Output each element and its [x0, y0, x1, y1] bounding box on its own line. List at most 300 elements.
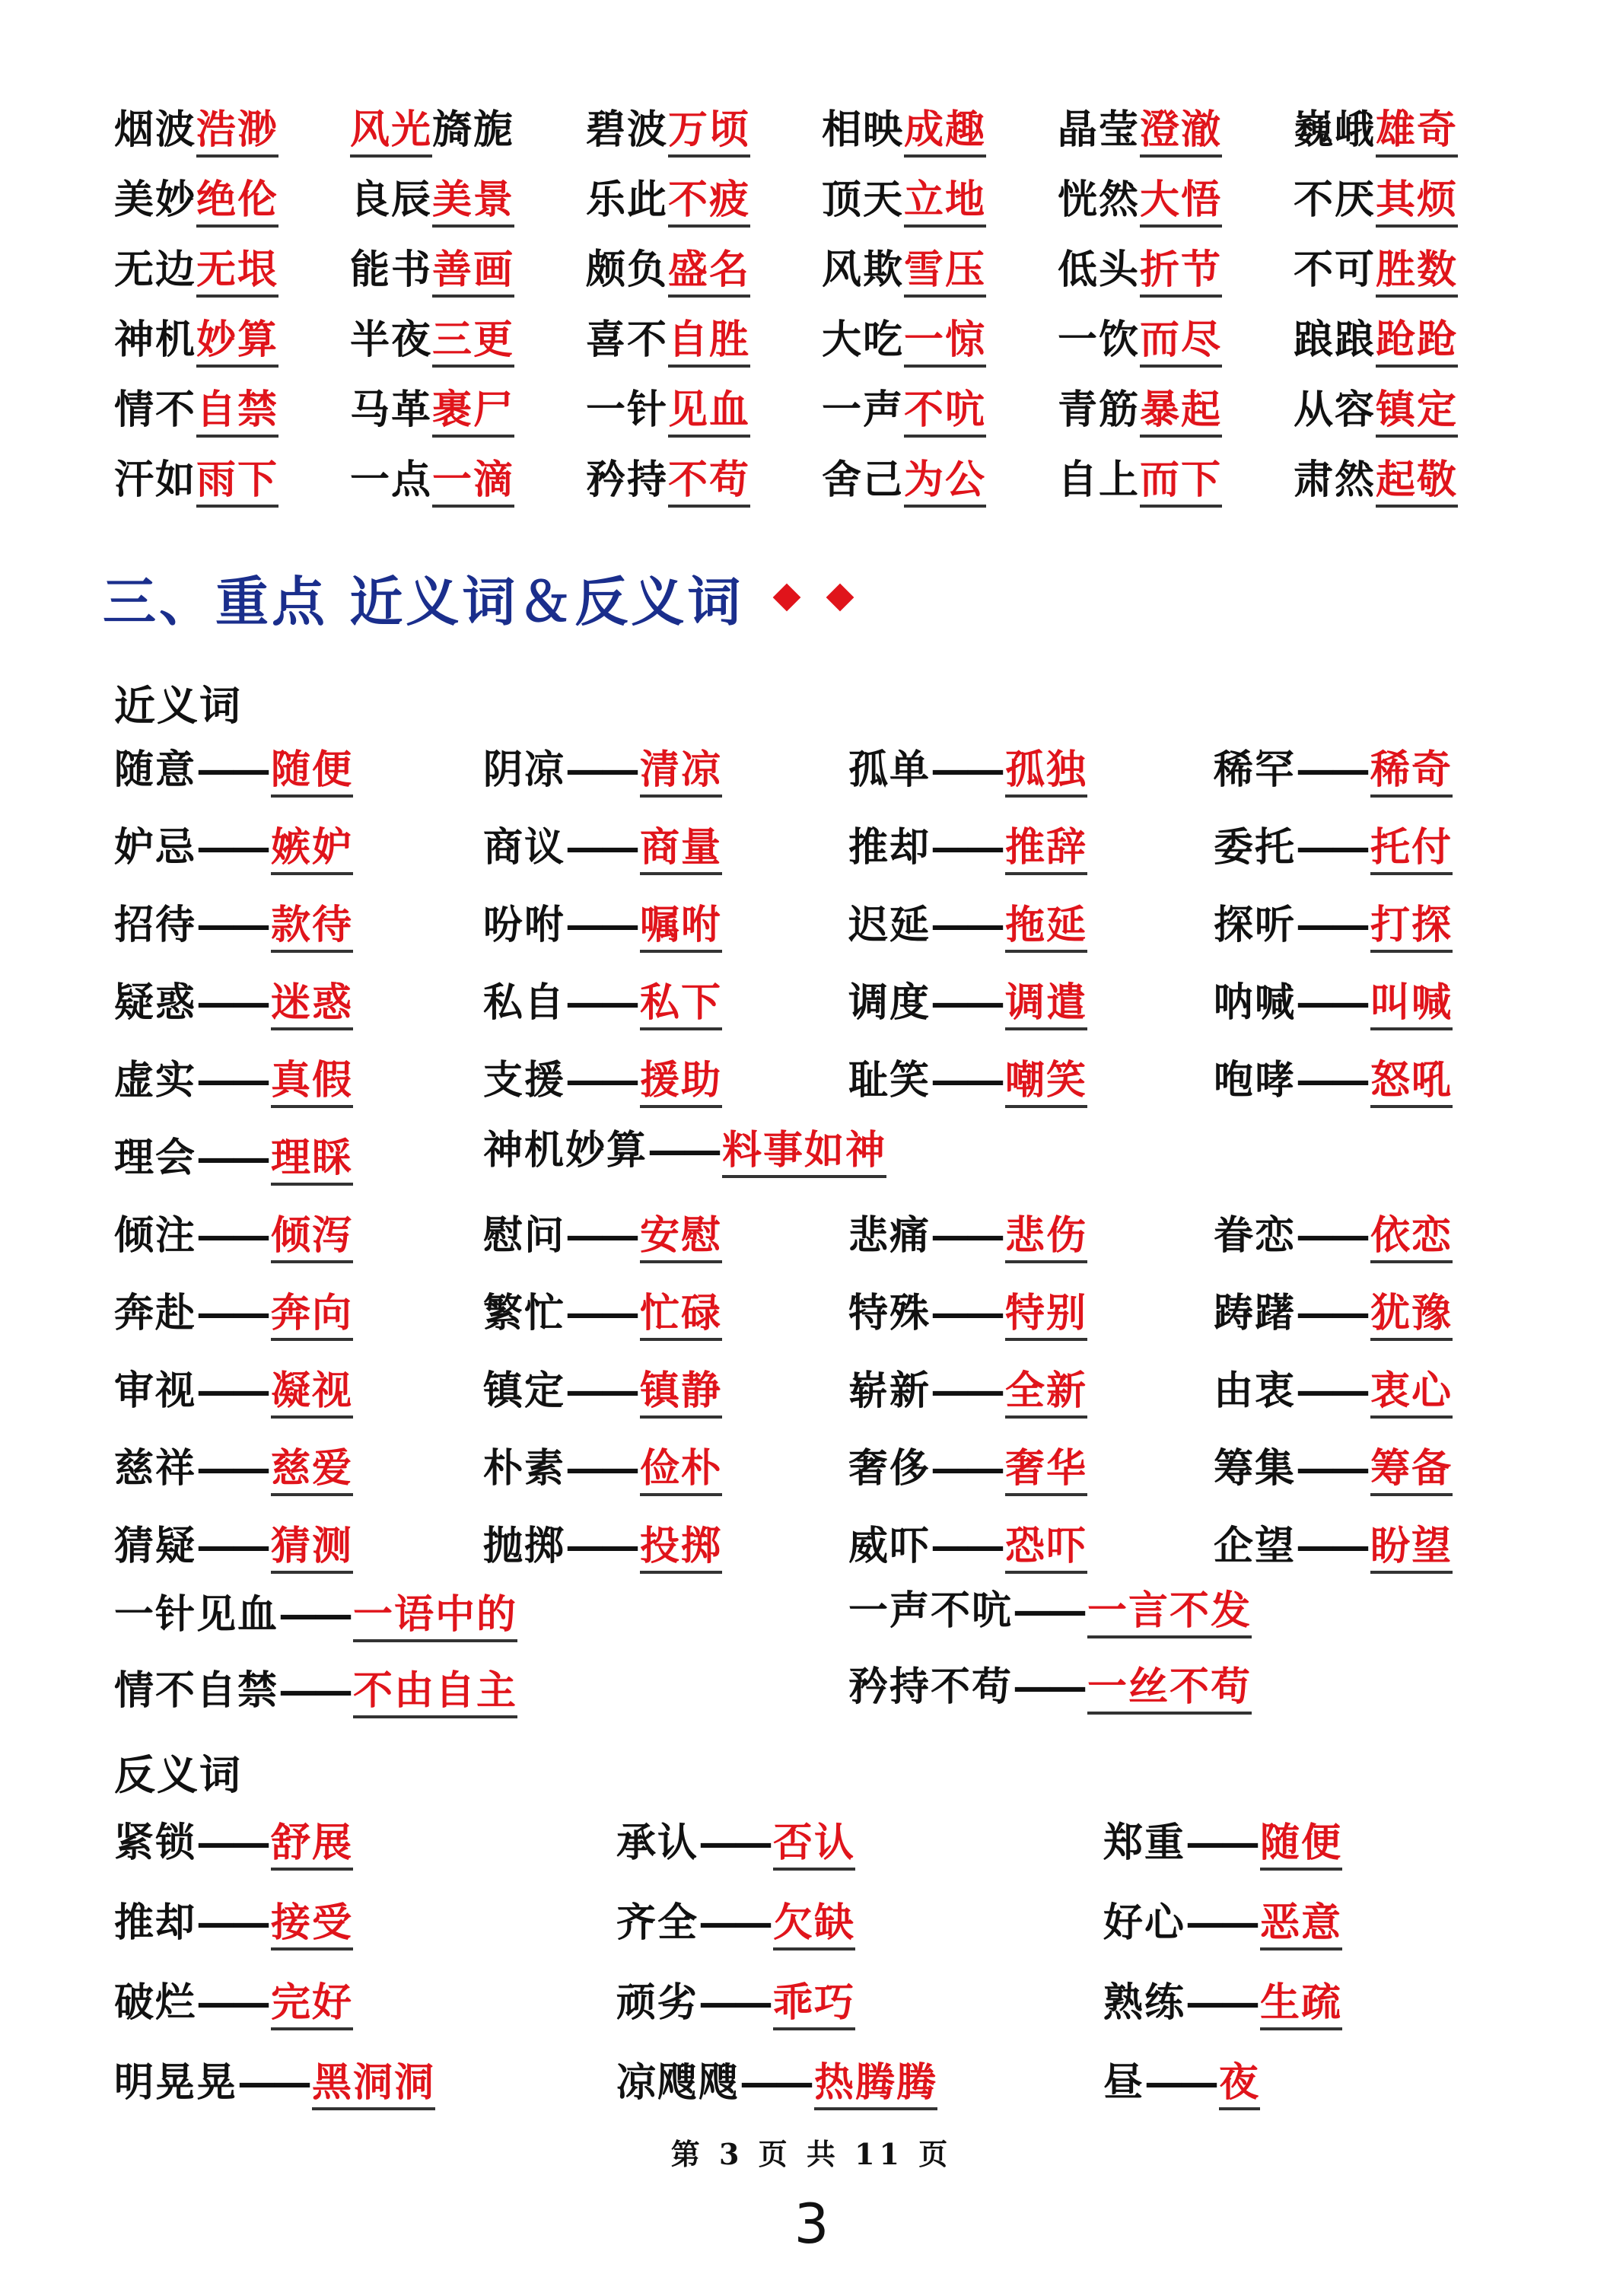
- synonym-pair: [1214, 901, 1453, 950]
- synonym-answer: 悲伤: [1005, 1212, 1087, 1263]
- synonym-pair: [848, 1522, 1087, 1571]
- synonym-pair: [114, 823, 353, 872]
- idiom-answer: 妙算: [196, 317, 278, 368]
- synonym-word: 探听: [1214, 902, 1297, 948]
- pair-dash: ——: [196, 1290, 267, 1336]
- idiom-item: [350, 317, 586, 364]
- pair-dash: ——: [196, 1523, 267, 1569]
- red-diamond-icon: [773, 584, 801, 612]
- pair-dash: ——: [565, 979, 636, 1026]
- synonym-answer: 清凉: [640, 747, 722, 798]
- idiom-answer: 一惊: [904, 317, 986, 368]
- synonym-pair: [848, 979, 1087, 1027]
- idiom-answer: 一滴: [432, 457, 514, 508]
- idiom-given: 无边: [114, 247, 197, 293]
- synonym-answer: 嘱咐: [640, 902, 722, 953]
- idiom-item: [586, 317, 822, 364]
- pair-dash: ——: [699, 1979, 769, 2026]
- synonym-word: 推却: [848, 824, 931, 871]
- pair-dash: ——: [1296, 1445, 1367, 1492]
- pair-dash: ——: [278, 1591, 349, 1638]
- idiom-item: [1294, 107, 1529, 154]
- pair-dash: ——: [931, 747, 1001, 793]
- synonym-word: 商议: [483, 824, 566, 871]
- idiom-answer: 无垠: [196, 247, 278, 298]
- idiom-item: [350, 387, 586, 434]
- antonym-word: 凉飕飕: [616, 2059, 740, 2106]
- pair-dash: ——: [1296, 902, 1367, 948]
- idiom-answer: 不疲: [668, 177, 750, 228]
- synonym-word: 猜疑: [114, 1523, 197, 1569]
- pair-dash: ——: [196, 1212, 267, 1259]
- pair-dash: ——: [931, 979, 1001, 1026]
- antonym-pair: [114, 1979, 353, 2027]
- antonym-pair: [1103, 2059, 1260, 2107]
- synonym-word: 奔赴: [114, 1290, 197, 1336]
- synonym-pair: [114, 1667, 517, 1715]
- antonym-word: 紧锁: [114, 1820, 197, 1866]
- idiom-given: 神机: [114, 317, 197, 363]
- idiom-item: [350, 457, 586, 504]
- idiom-given: 低头: [1058, 247, 1141, 293]
- synonym-answer: 怒吼: [1370, 1057, 1453, 1108]
- synonym-word: 企望: [1214, 1523, 1297, 1569]
- idiom-given: 能书: [350, 247, 433, 293]
- pair-dash: ——: [931, 1057, 1001, 1103]
- synonym-word: 呐喊: [1214, 979, 1297, 1026]
- synonym-pair: [1214, 823, 1453, 872]
- antonyms-heading: 反义词: [114, 1750, 242, 1799]
- page-number: 3: [794, 2192, 829, 2256]
- synonym-answer: 盼望: [1370, 1523, 1453, 1574]
- antonym-pair: [616, 1819, 855, 1868]
- pair-dash: ——: [1296, 824, 1367, 871]
- idiom-item: [1294, 247, 1529, 294]
- idiom-item: [1058, 247, 1294, 294]
- idiom-item: [822, 107, 1058, 154]
- synonym-word: 迟延: [848, 902, 931, 948]
- antonym-answer: 欠缺: [773, 1900, 855, 1950]
- idiom-item: [822, 387, 1058, 434]
- synonym-pair: [848, 901, 1087, 950]
- synonym-word: 审视: [114, 1368, 197, 1414]
- pair-dash: ——: [1013, 1664, 1084, 1710]
- synonym-word: 虚实: [114, 1057, 197, 1103]
- antonym-answer: 恶意: [1260, 1900, 1342, 1950]
- synonym-word: 咆哮: [1214, 1057, 1297, 1103]
- pair-dash: ——: [931, 1290, 1001, 1336]
- idiom-given: 一饮: [1058, 317, 1141, 363]
- idiom-item: [1058, 317, 1294, 364]
- idiom-item: [114, 317, 350, 364]
- page-footer: 第 3 页 共 11 页: [670, 2137, 953, 2171]
- idiom-item: [1294, 457, 1529, 504]
- synonym-pair: [1214, 1444, 1453, 1493]
- idiom-answer: 盛名: [668, 247, 750, 298]
- synonym-answer: 投掷: [640, 1523, 722, 1574]
- pair-dash: ——: [1296, 1057, 1367, 1103]
- idiom-answer: 起敬: [1376, 457, 1458, 508]
- pair-dash: ——: [1296, 1368, 1367, 1414]
- idiom-given: 喜不: [586, 317, 669, 363]
- synonym-word: 孤单: [848, 747, 931, 793]
- idiom-given: 一针: [586, 387, 669, 433]
- antonym-pair: [1103, 1899, 1342, 1947]
- idiom-given: 情不: [114, 387, 197, 433]
- pair-dash: ——: [1296, 747, 1367, 793]
- synonym-answer: 商量: [640, 824, 722, 875]
- pair-dash: ——: [565, 824, 636, 871]
- synonym-word: 随意: [114, 747, 197, 793]
- synonym-answer: 俭朴: [640, 1445, 722, 1496]
- idiom-item: [1058, 387, 1294, 434]
- antonym-answer: 舒展: [271, 1820, 353, 1871]
- idiom-given: 踉踉: [1294, 317, 1376, 363]
- idiom-item: [1294, 317, 1529, 364]
- pair-dash: ——: [931, 1523, 1001, 1569]
- synonym-word: 矜持不苟: [848, 1664, 1014, 1710]
- idiom-answer: 跄跄: [1376, 317, 1458, 368]
- synonym-answer: 忙碌: [640, 1290, 722, 1341]
- idiom-item: [114, 107, 350, 154]
- idiom-given: 颇负: [586, 247, 669, 293]
- idiom-item: [114, 247, 350, 294]
- antonym-word: 好心: [1103, 1900, 1186, 1946]
- pair-dash: ——: [931, 1445, 1001, 1492]
- synonym-word: 一针见血: [114, 1591, 279, 1638]
- pair-dash: ——: [565, 1057, 636, 1103]
- antonym-answer: 接受: [271, 1900, 353, 1950]
- idiom-item: [822, 247, 1058, 294]
- synonym-word: 理会: [114, 1135, 197, 1181]
- synonym-pair: [114, 1591, 517, 1639]
- pair-dash: ——: [1296, 979, 1367, 1026]
- synonym-answer: 援助: [640, 1057, 722, 1108]
- antonym-answer: 夜: [1219, 2059, 1260, 2110]
- synonym-answer: 调遣: [1005, 979, 1087, 1030]
- idiom-given: 一声: [822, 387, 905, 433]
- idiom-answer: 为公: [904, 457, 986, 508]
- antonym-answer: 完好: [271, 1979, 353, 2030]
- idiom-given: 巍峨: [1294, 107, 1376, 153]
- red-diamond-icon: [826, 584, 854, 612]
- idiom-answer: 暴起: [1140, 387, 1222, 438]
- idiom-given: 半夜: [350, 317, 433, 363]
- pair-dash: ——: [196, 1057, 267, 1103]
- idiom-given: 从容: [1294, 387, 1376, 433]
- synonym-answer: 推辞: [1005, 824, 1087, 875]
- synonym-word: 筹集: [1214, 1445, 1297, 1492]
- synonym-word: 私自: [483, 979, 566, 1026]
- synonym-answer: 镇静: [640, 1368, 722, 1419]
- idiom-answer: 绝伦: [196, 177, 278, 228]
- idiom-answer: 胜数: [1376, 247, 1458, 298]
- pair-dash: ——: [1296, 1212, 1367, 1259]
- pair-dash: ——: [931, 902, 1001, 948]
- idiom-given: 大吃: [822, 317, 905, 363]
- idiom-given: 不厌: [1294, 177, 1376, 223]
- antonym-pair: [114, 1819, 353, 1868]
- idiom-answer: 风光: [350, 107, 432, 158]
- antonym-word: 明晃晃: [114, 2059, 238, 2106]
- idiom-item: [114, 457, 350, 504]
- synonym-word: 踌躇: [1214, 1290, 1297, 1336]
- pair-dash: ——: [931, 1212, 1001, 1259]
- synonym-word: 抛掷: [483, 1523, 566, 1569]
- synonym-word: 繁忙: [483, 1290, 566, 1336]
- synonym-answer: 犹豫: [1370, 1290, 1453, 1341]
- pair-dash: ——: [565, 1445, 636, 1492]
- pair-dash: ——: [196, 1445, 267, 1492]
- idiom-given: 烟波: [114, 107, 197, 153]
- pair-dash: ——: [565, 902, 636, 948]
- antonym-word: 承认: [616, 1820, 699, 1866]
- pair-dash: ——: [931, 1368, 1001, 1414]
- idiom-answer: 澄澈: [1140, 107, 1222, 158]
- synonym-answer: 一言不发: [1087, 1587, 1252, 1638]
- synonym-answer: 倾泻: [271, 1212, 353, 1263]
- synonym-pair: [483, 1289, 722, 1338]
- synonym-pair: [848, 1056, 1087, 1105]
- synonym-word: 慰问: [483, 1212, 566, 1259]
- synonym-word: 阴凉: [483, 747, 566, 793]
- pair-dash: ——: [1013, 1587, 1084, 1634]
- synonym-answer: 稀奇: [1370, 747, 1453, 798]
- antonym-word: 推却: [114, 1900, 197, 1946]
- idiom-answer: 其烦: [1376, 177, 1458, 228]
- synonym-word: 疑惑: [114, 979, 197, 1026]
- pair-dash: ——: [699, 1900, 769, 1946]
- synonym-word: 奢侈: [848, 1445, 931, 1492]
- idiom-answer: 自胜: [668, 317, 750, 368]
- pair-dash: ——: [1296, 1523, 1367, 1569]
- pair-dash: ——: [237, 2059, 308, 2106]
- synonym-answer: 奢华: [1005, 1445, 1087, 1496]
- synonym-pair: [114, 901, 353, 950]
- synonym-pair: [114, 1056, 353, 1105]
- idiom-answer: 而下: [1140, 457, 1222, 508]
- idiom-given: 相映: [822, 107, 905, 153]
- synonym-pair: [483, 1444, 722, 1493]
- idiom-given: 乐此: [586, 177, 669, 223]
- idiom-answer: 成趣: [904, 107, 986, 158]
- idiom-answer: 见血: [668, 387, 750, 438]
- section-heading: [103, 559, 909, 635]
- synonym-answer: 安慰: [640, 1212, 722, 1263]
- idiom-item: [1058, 107, 1294, 154]
- synonym-pair: [1214, 1522, 1453, 1571]
- synonym-word: 特殊: [848, 1290, 931, 1336]
- antonym-pair: [616, 1899, 855, 1947]
- pair-dash: ——: [1296, 1290, 1367, 1336]
- pair-dash: ——: [196, 824, 267, 871]
- section-title: 三、重点 近义词＆反义词: [103, 569, 744, 633]
- antonym-pair: [616, 1979, 855, 2027]
- idiom-item: [822, 457, 1058, 504]
- synonym-word: 神机妙算: [483, 1127, 648, 1173]
- synonym-pair: [483, 1367, 722, 1415]
- idiom-given: 自上: [1058, 457, 1141, 503]
- synonym-answer: 凝视: [271, 1368, 353, 1419]
- synonym-answer: 依恋: [1370, 1212, 1453, 1263]
- pair-dash: ——: [196, 1135, 267, 1181]
- synonym-answer: 真假: [271, 1057, 353, 1108]
- synonym-word: 妒忌: [114, 824, 197, 871]
- idiom-item: [1294, 177, 1529, 224]
- idiom-answer: 美景: [432, 177, 514, 228]
- synonym-pair: [114, 1134, 353, 1183]
- idiom-answer: 折节: [1140, 247, 1222, 298]
- synonym-pair: [1214, 1212, 1453, 1260]
- pair-dash: ——: [740, 2059, 810, 2106]
- synonym-pair: [848, 746, 1087, 795]
- synonym-pair: [848, 1367, 1087, 1415]
- pair-dash: ——: [196, 1900, 267, 1946]
- idiom-item: [1058, 457, 1294, 504]
- synonym-pair: [848, 1444, 1087, 1493]
- idiom-answer: 裹尸: [432, 387, 514, 438]
- synonym-answer: 孤独: [1005, 747, 1087, 798]
- synonym-answer: 特别: [1005, 1290, 1087, 1341]
- idiom-item: [1294, 387, 1529, 434]
- idiom-answer: 雄奇: [1376, 107, 1458, 158]
- idiom-given: 旖旎: [432, 107, 515, 153]
- idiom-answer: 大悟: [1140, 177, 1222, 228]
- synonym-answer: 恐吓: [1005, 1523, 1087, 1574]
- idiom-given: 不可: [1294, 247, 1376, 293]
- idiom-item: [586, 387, 822, 434]
- synonym-pair: [114, 1289, 353, 1338]
- synonym-answer: 叫喊: [1370, 979, 1453, 1030]
- synonym-word: 支援: [483, 1057, 566, 1103]
- antonym-pair: [1103, 1819, 1342, 1868]
- synonym-answer: 全新: [1005, 1368, 1087, 1419]
- idiom-item: [1058, 177, 1294, 224]
- synonym-answer: 一丝不苟: [1087, 1664, 1252, 1715]
- idiom-given: 恍然: [1058, 177, 1141, 223]
- synonym-pair: [114, 1367, 353, 1415]
- pair-dash: ——: [1144, 2059, 1215, 2106]
- idiom-item: [586, 457, 822, 504]
- pair-dash: ——: [1185, 1979, 1256, 2026]
- synonym-answer: 不由自主: [353, 1667, 517, 1718]
- synonym-pair: [848, 1289, 1087, 1338]
- synonym-word: 由衷: [1214, 1368, 1297, 1414]
- synonym-word: 一声不吭: [848, 1587, 1014, 1634]
- synonym-word: 眷恋: [1214, 1212, 1297, 1259]
- antonym-word: 齐全: [616, 1900, 699, 1946]
- pair-dash: ——: [931, 824, 1001, 871]
- idiom-item: [350, 107, 586, 154]
- synonym-word: 吩咐: [483, 902, 566, 948]
- synonym-answer: 拖延: [1005, 902, 1087, 953]
- idiom-given: 一点: [350, 457, 433, 503]
- synonym-word: 稀罕: [1214, 747, 1297, 793]
- antonym-word: 破烂: [114, 1979, 197, 2026]
- antonym-word: 熟练: [1103, 1979, 1186, 2026]
- synonym-pair: [114, 1212, 353, 1260]
- synonym-answer: 一语中的: [353, 1591, 517, 1642]
- synonym-pair: [1214, 1056, 1453, 1105]
- idiom-answer: 而尽: [1140, 317, 1222, 368]
- synonym-answer: 料事如神: [722, 1127, 886, 1178]
- synonym-pair: [848, 1587, 1252, 1635]
- idiom-given: 舍己: [822, 457, 905, 503]
- idiom-given: 碧波: [586, 107, 669, 153]
- antonym-answer: 否认: [773, 1820, 855, 1871]
- pair-dash: ——: [565, 1368, 636, 1414]
- synonym-word: 调度: [848, 979, 931, 1026]
- antonym-pair: [616, 2059, 937, 2107]
- synonym-pair: [483, 901, 722, 950]
- synonym-answer: 慈爱: [271, 1445, 353, 1496]
- synonym-pair: [483, 979, 722, 1027]
- idiom-answer: 雪压: [904, 247, 986, 298]
- pair-dash: ——: [196, 902, 267, 948]
- antonym-word: 昼: [1103, 2059, 1145, 2106]
- synonyms-heading: 近义词: [114, 681, 242, 730]
- synonym-pair: [114, 1444, 353, 1493]
- pair-dash: ——: [196, 1979, 267, 2026]
- synonym-answer: 衷心: [1370, 1368, 1453, 1419]
- idiom-item: [114, 177, 350, 224]
- synonym-word: 情不自禁: [114, 1667, 279, 1714]
- pair-dash: ——: [1185, 1900, 1256, 1946]
- synonym-answer: 嘲笑: [1005, 1057, 1087, 1108]
- antonym-answer: 黑洞洞: [312, 2059, 435, 2110]
- synonym-word: 朴素: [483, 1445, 566, 1492]
- synonym-answer: 嫉妒: [271, 824, 353, 875]
- synonym-answer: 随便: [271, 747, 353, 798]
- synonym-answer: 筹备: [1370, 1445, 1453, 1496]
- antonym-pair: [1103, 1979, 1342, 2027]
- antonym-word: 顽劣: [616, 1979, 699, 2026]
- synonym-word: 委托: [1214, 824, 1297, 871]
- idiom-given: 汗如: [114, 457, 197, 503]
- synonym-word: 镇定: [483, 1368, 566, 1414]
- synonym-word: 悲痛: [848, 1212, 931, 1259]
- synonym-word: 慈祥: [114, 1445, 197, 1492]
- idiom-item: [350, 177, 586, 224]
- pair-dash: ——: [648, 1127, 718, 1173]
- synonym-pair: [848, 823, 1087, 872]
- synonym-pair: [483, 1056, 722, 1105]
- idiom-given: 风欺: [822, 247, 905, 293]
- synonym-pair: [848, 1212, 1087, 1260]
- synonym-answer: 私下: [640, 979, 722, 1030]
- synonym-pair: [114, 1522, 353, 1571]
- idiom-answer: 自禁: [196, 387, 278, 438]
- synonym-answer: 理睬: [271, 1135, 353, 1186]
- idiom-answer: 立地: [904, 177, 986, 228]
- synonym-answer: 奔向: [271, 1290, 353, 1341]
- synonym-word: 招待: [114, 902, 197, 948]
- pair-dash: ——: [699, 1820, 769, 1866]
- idiom-given: 矜持: [586, 457, 669, 503]
- synonym-pair: [483, 1212, 722, 1260]
- antonym-word: 郑重: [1103, 1820, 1186, 1866]
- synonym-word: 威吓: [848, 1523, 931, 1569]
- synonym-answer: 打探: [1370, 902, 1453, 953]
- pair-dash: ——: [196, 979, 267, 1026]
- idiom-answer: 善画: [432, 247, 514, 298]
- synonym-word: 倾注: [114, 1212, 197, 1259]
- synonym-pair: [114, 979, 353, 1027]
- pair-dash: ——: [565, 1290, 636, 1336]
- pair-dash: ——: [196, 747, 267, 793]
- pair-dash: ——: [565, 1523, 636, 1569]
- synonym-pair: [1214, 746, 1453, 795]
